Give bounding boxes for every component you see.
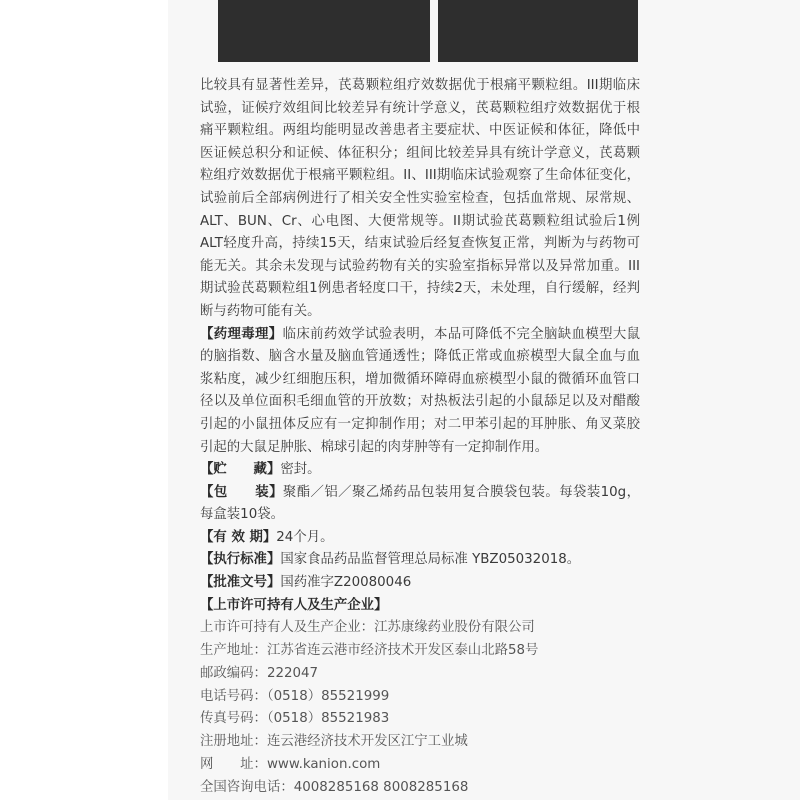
section-label: 【药理毒理】 <box>200 326 283 342</box>
section-text: 密封。 <box>280 462 321 478</box>
phone-line: 电话号码：（0518）85521999 <box>200 688 390 704</box>
registered-address-line: 注册地址：连云港经济技术开发区江宁工业城 <box>200 734 468 750</box>
section-validity <box>200 527 640 550</box>
top-dark-bar-right <box>438 0 638 62</box>
section-storage <box>200 459 640 482</box>
company-holder-line: 上市许可持有人及生产企业：江苏康缘药业股份有限公司 <box>200 620 535 636</box>
website-line: 网 址：www.kanion.com <box>200 757 381 773</box>
clinical-trial-paragraph: 比较具有显著性差异，芪葛颗粒组疗效数据优于根痛平颗粒组。III期临床试验，证候疗效组间比较差异有统计学意义，芪葛颗粒组疗效数据优于根痛平颗粒组。两组均能明显改善患者主要症状、中医证候和体征，降低中医证候总积分和证候、体征积分；组间比较差异具有统计学意义，芪葛颗粒组疗效数据优于根痛平颗粒组。II、III期临床试验观察了生命体征变化，试验前后全部病例进行了相关安全性实验室检查，包括血常规、尿常规、ALT、BUN、Cr、心电图、大便常规等。II期试验芪葛颗粒组试验后1例ALT轻度升高，持续15天，结束试验后经复查恢复正常，判断为与药物可能无关。其余未发现与试验药物有关的实验室指标异常以及异常加重。III期试验芪葛颗粒组1例患者轻度口干，持续2天，未处理，自行缓解，经判断与药物可能有关。 <box>200 78 640 319</box>
section-standard <box>200 549 640 572</box>
section-text: 24个月。 <box>276 529 334 545</box>
company-section-header: 【上市许可持有人及生产企业】 <box>200 597 388 613</box>
section-text: 临床前药效学试验表明，本品可降低不完全脑缺血模型大鼠的脑指数、脑含水量及脑血管通透性；降低正常或血瘀模型大鼠全血与血浆粘度，减少红细胞压积，增加微循环障碍血瘀模型小鼠的微循环血管口径以及单位面积毛细血管的开放数；对热板法引起的小鼠舔足以及对醋酸引起的小鼠扭体反应有一定抑制作用；对二甲苯引起的耳肿胀、角叉菜胶引起的大鼠足肿胀、棉球引起的肉芽肿等有一定抑制作用。 <box>200 326 641 455</box>
hotline-line: 全国咨询电话：4008285168 8008285168 <box>200 779 469 795</box>
section-pharmacology <box>200 324 640 460</box>
top-dark-bar-left <box>218 0 430 62</box>
section-label: 【有 效 期】 <box>200 529 277 545</box>
section-text: 国药准字Z20080046 <box>280 575 412 591</box>
section-text: 聚酯／铝／聚乙烯药品包装用复合膜袋包装。每袋装10g，每盒装10袋。 <box>200 484 640 523</box>
section-label: 【贮 藏】 <box>200 462 281 478</box>
leaflet-content <box>200 75 640 800</box>
postal-code-line: 邮政编码：222047 <box>200 665 319 681</box>
fax-line: 传真号码：（0518）85521983 <box>200 711 390 727</box>
section-label: 【包 装】 <box>200 484 283 500</box>
section-package <box>200 482 640 527</box>
section-text: 国家食品药品监督管理总局标准 YBZ05032018。 <box>280 552 581 568</box>
section-approval-number <box>200 572 640 595</box>
section-label: 【批准文号】 <box>200 575 281 591</box>
production-address-line: 生产地址：江苏省连云港市经济技术开发区泰山北路58号 <box>200 643 539 659</box>
section-label: 【执行标准】 <box>200 552 281 568</box>
